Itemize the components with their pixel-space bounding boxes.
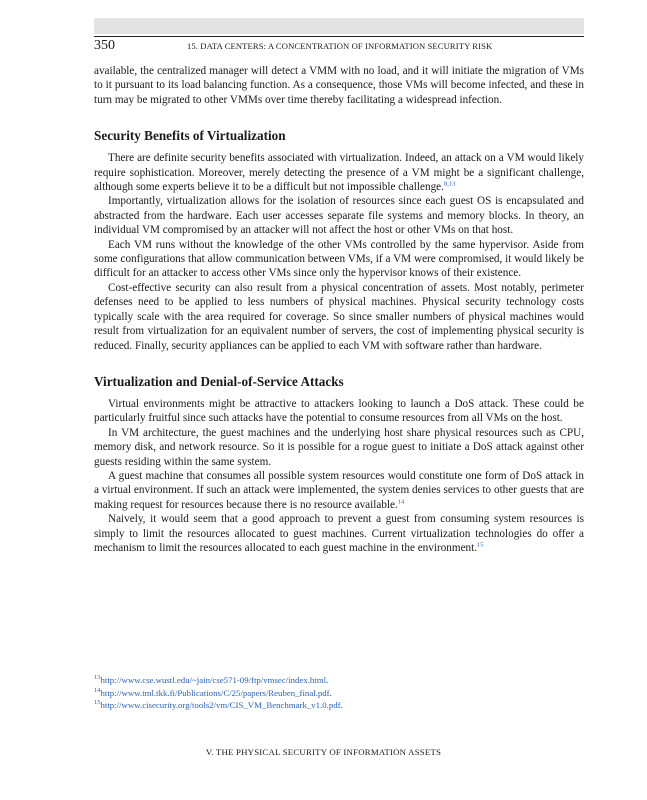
paragraph-text: A guest machine that consumes all possible system resources would constitute one form of DoS attack in a virtual environment. If such an attack were implemented, the system denies services to other guests that are making request for resources because there is no resource available. xyxy=(94,469,584,511)
footnote-period: . xyxy=(326,675,329,685)
section-heading-security-benefits: Security Benefits of Virtualization xyxy=(94,128,286,144)
footnote-number: 15 xyxy=(94,699,101,707)
footnote-period: . xyxy=(329,687,332,698)
body-paragraph: Cost-effective security can also result from a physical concentration of assets. Most notably, perimeter defenses need to be applied to less numbers of physical machines. Physical security technology costs typically scale with the area required for coverage. So since smaller numbers of physical machines would result from virtualization for an equivalent number of servers, the cost of implementing physical security is reduced. Finally, security appliances can be applied to each VM with software rather than hardware. xyxy=(94,281,584,352)
citation-ref[interactable]: 8,13 xyxy=(443,180,456,188)
body-paragraph xyxy=(94,151,584,194)
section-heading-dos-attacks: Virtualization and Denial-of-Service Attacks xyxy=(94,373,344,389)
intro-paragraph: available, the centralized manager will detect a VMM with no load, and it will initiate the migration of VMs to it pursuant to its load balancing function. As a consequence, those VMs will become infected, and these in turn may be migrated to other VMMs over time thereby facilitating a widespread infection. xyxy=(94,65,584,106)
page-header xyxy=(94,36,584,53)
footnote-15 xyxy=(94,699,584,712)
page-number: 350 xyxy=(94,38,115,53)
footnote-ref[interactable]: 14 xyxy=(397,498,405,506)
footnote-link[interactable]: http://www.tml.tkk.fi/Publications/C/25/papers/Reuben_final.pdf xyxy=(100,687,330,698)
paragraph-text: There are definite security benefits associated with virtualization. Indeed, an attack on a VM would likely require sophistication. Moreover, merely detecting the presence of a VM might be a significant challenge, although some experts believe it to be a difficult but not impossible challenge. xyxy=(94,152,584,194)
footnote-number: 13 xyxy=(94,674,101,682)
body-paragraph: Each VM runs without the knowledge of the other VMs controlled by the same hypervisor. Aside from some configurations that allow communication between VMs, if a VM were compromised, it would likely be difficult for an attacker to access other VMs since only the hypervisor knows of their existence. xyxy=(94,238,584,280)
footnotes xyxy=(94,674,584,712)
body-paragraph xyxy=(94,469,584,512)
footnote-ref[interactable]: 15 xyxy=(477,541,484,549)
header-band xyxy=(94,18,584,34)
footnote-14 xyxy=(94,687,584,700)
footnote-13 xyxy=(94,674,584,687)
body-paragraph: In VM architecture, the guest machines and the underlying host share physical resources such as CPU, memory disk, and network resource. So it is possible for a rogue guest to initiate a DoS attack against other guests residing within the same system. xyxy=(94,426,584,468)
footnote-link[interactable]: http://www.cisecurity.org/tools2/vm/CIS_VM_Benchmark_v1.0.pdf xyxy=(100,700,341,711)
page-footer: V. THE PHYSICAL SECURITY OF INFORMATION ASSETS xyxy=(205,747,442,757)
footnote-number: 14 xyxy=(94,686,101,694)
footnote-link[interactable]: http://www.cse.wustl.edu/~jain/cse571-09/ftp/vmsec/index.html xyxy=(100,675,327,685)
footnote-period: . xyxy=(340,700,343,711)
running-head: 15. DATA CENTERS: A CONCENTRATION OF INFORMATION SECURITY RISK xyxy=(187,41,493,51)
paragraph-text: Naively, it would seem that a good approach to prevent a guest from consuming system resources is simply to limit the resources allocated to guest machines. Current virtualization technologies do offer a mechanism to limit the resources allocated to each guest machine in the environment. xyxy=(94,513,584,554)
page-body xyxy=(94,64,584,555)
body-paragraph: Virtual environments might be attractive to attackers looking to launch a DoS attack. These could be particularly fruitful since such attacks have the potential to consume resources from all VMs on the host. xyxy=(94,397,584,425)
body-paragraph: Importantly, virtualization allows for the isolation of resources since each guest OS is encapsulated and abstracted from the hardware. Each user accesses separate file systems and memory blocks. In theory, an individual VM compromised by an attacker will not affect the host or other VMs on that host. xyxy=(94,195,584,237)
body-paragraph xyxy=(94,512,584,555)
